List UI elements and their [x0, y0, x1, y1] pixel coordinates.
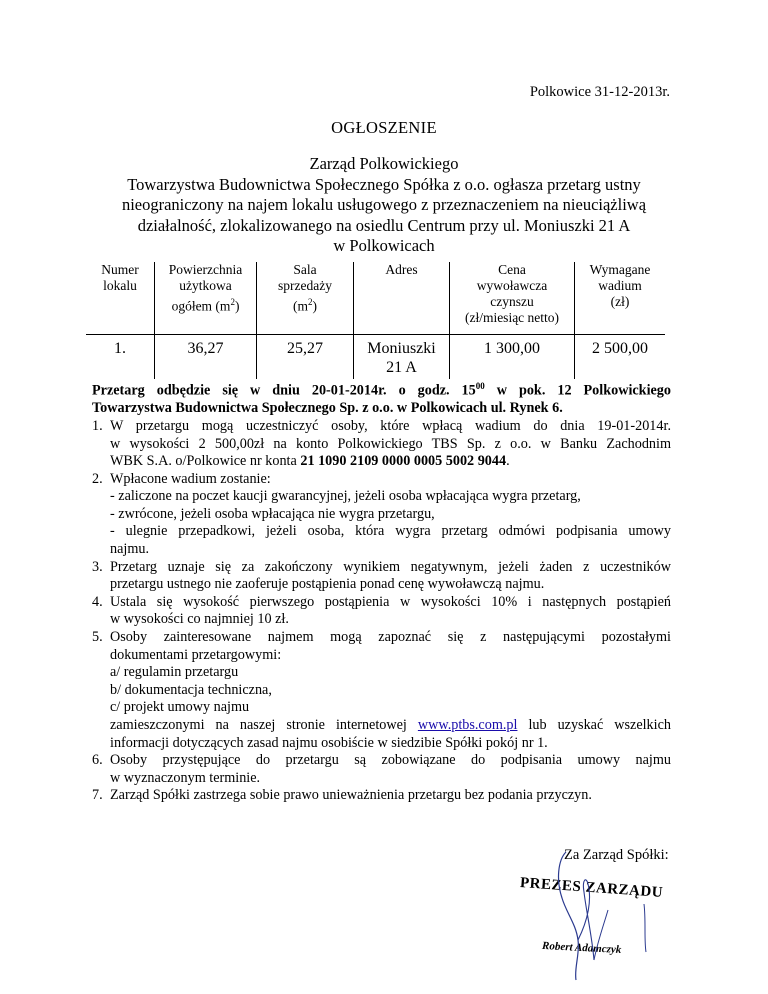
intro-line: Towarzystwa Budownictwa Społecznego Spółka z o.o. ogłasza przetarg ustny	[127, 174, 641, 194]
list-item: 2. Wpłacone wadium zostanie: - zaliczone na poczet kaucji gwarancyjnej, jeżeli osoba wpłacająca wygra przetarg, - zwrócone, jeżeli osoba wpłacająca nie wygra przetargu, - ulegnie przepadkowi, jeżeli osoba, która wygra przetarg odmówi podpisania umowy najmu.	[92, 470, 671, 558]
list-item: 5. Osoby zainteresowane najmem mogą zapoznać się z następującymi pozostałymi dokumentami przetargowymi: a/ regulamin przetargu b/ dokumentacja techniczna, c/ projekt umowy najmu zamieszczonymi na naszej stronie internetowej www.ptbs.com.pl lub uzyskać wszelkich informacji dotyczących zasad najmu osobiście w siedzibie Spółki pokój nr 1.	[92, 629, 671, 751]
announcement-body	[92, 378, 671, 805]
table-row	[86, 335, 665, 380]
cell-numer: 1.	[86, 335, 155, 380]
header-cell-adres: Adres	[354, 262, 450, 335]
header-cell-sala: Sala sprzedaży $(m^2)$	[257, 262, 354, 335]
cell-adres: Moniuszki 21 A	[354, 335, 450, 380]
document-title: OGŁOSZENIE	[331, 118, 437, 137]
header-cell-numer: Numer lokalu	[86, 262, 155, 335]
cell-sala: 25,27	[257, 335, 354, 380]
website-link[interactable]: www.ptbs.com.pl	[417, 717, 518, 734]
stamp-name: Robert Adamczyk	[541, 939, 622, 957]
cell-wadium: 2 500,00	[592, 340, 648, 357]
list-item: 3. Przetarg uznaje się za zakończony wynikiem negatywnym, jeżeli żaden z uczestników przetargu ustnego nie zaoferuje postąpienia ponad cenę wywoławczą najmu.	[92, 558, 671, 593]
auction-date-paragraph: Przetarg odbędzie się w dniu 20-01-2014r. o godz. $15^{00}$ w pok. 12 Polkowickiego Towarzystwa Budownictwa Społecznego Sp. z o.o. w Polkowicach ul. Rynek 6.	[92, 381, 671, 417]
list-item: 7. Zarząd Spółki zastrzega sobie prawo unieważnienia przetargu bez podania przyczyn.	[92, 787, 592, 804]
conditions-list	[92, 418, 671, 805]
header-cell-wadium: Wymagane wadium (zł)	[575, 262, 666, 335]
handwritten-signature	[548, 840, 658, 990]
cell-cena: 1 300,00	[450, 335, 575, 380]
table-header-row	[86, 262, 665, 335]
list-item: 4. Ustala się wysokość pierwszego postąpienia w wysokości 10% i następnych postąpień w wysokości co najmniej 10 zł.	[92, 593, 671, 628]
intro-line: Zarząd Polkowickiego	[309, 154, 459, 173]
signature-label: Za Zarząd Spółki:	[564, 847, 669, 863]
intro-line: nieograniczony na najem lokalu usługowego z przeznaczeniem na nieuciążliwą	[121, 195, 647, 214]
header-cell-powierzchnia: Powierzchnia użytkowa ogółem $(m^2)$	[155, 262, 257, 335]
header-cell-cena: Cena wywoławcza czynszu (zł/miesiąc netto)	[450, 262, 575, 335]
stamp-title: PREZES ZARZĄDU	[519, 875, 664, 901]
cell-powierzchnia: 36,27	[155, 335, 257, 380]
intro-paragraph	[80, 154, 688, 257]
lot-table	[86, 262, 665, 379]
place-date: Polkowice 31-12-2013r.	[529, 84, 670, 100]
list-item: 1. W przetargu mogą uczestniczyć osoby, które wpłacą wadium do dnia 19-01-2014r. w wysokości 2 500,00zł na konto Polkowickiego TBS Sp. z o.o. w Banku Zachodnim WBK S.A. o/Polkowice nr konta 21 1090 2109 0000 0005 5002 9044.	[92, 417, 671, 470]
list-item: 6. Osoby przystępujące do przetargu są zobowiązane do podpisania umowy najmu w wyznaczonym terminie.	[92, 752, 671, 786]
intro-line: w Polkowicach	[333, 236, 435, 255]
bank-account-number: 21 1090 2109 0000 0005 5002 9044	[300, 453, 507, 470]
intro-line: działalność, zlokalizowanego na osiedlu Centrum przy ul. Moniuszki 21 A	[137, 215, 631, 235]
